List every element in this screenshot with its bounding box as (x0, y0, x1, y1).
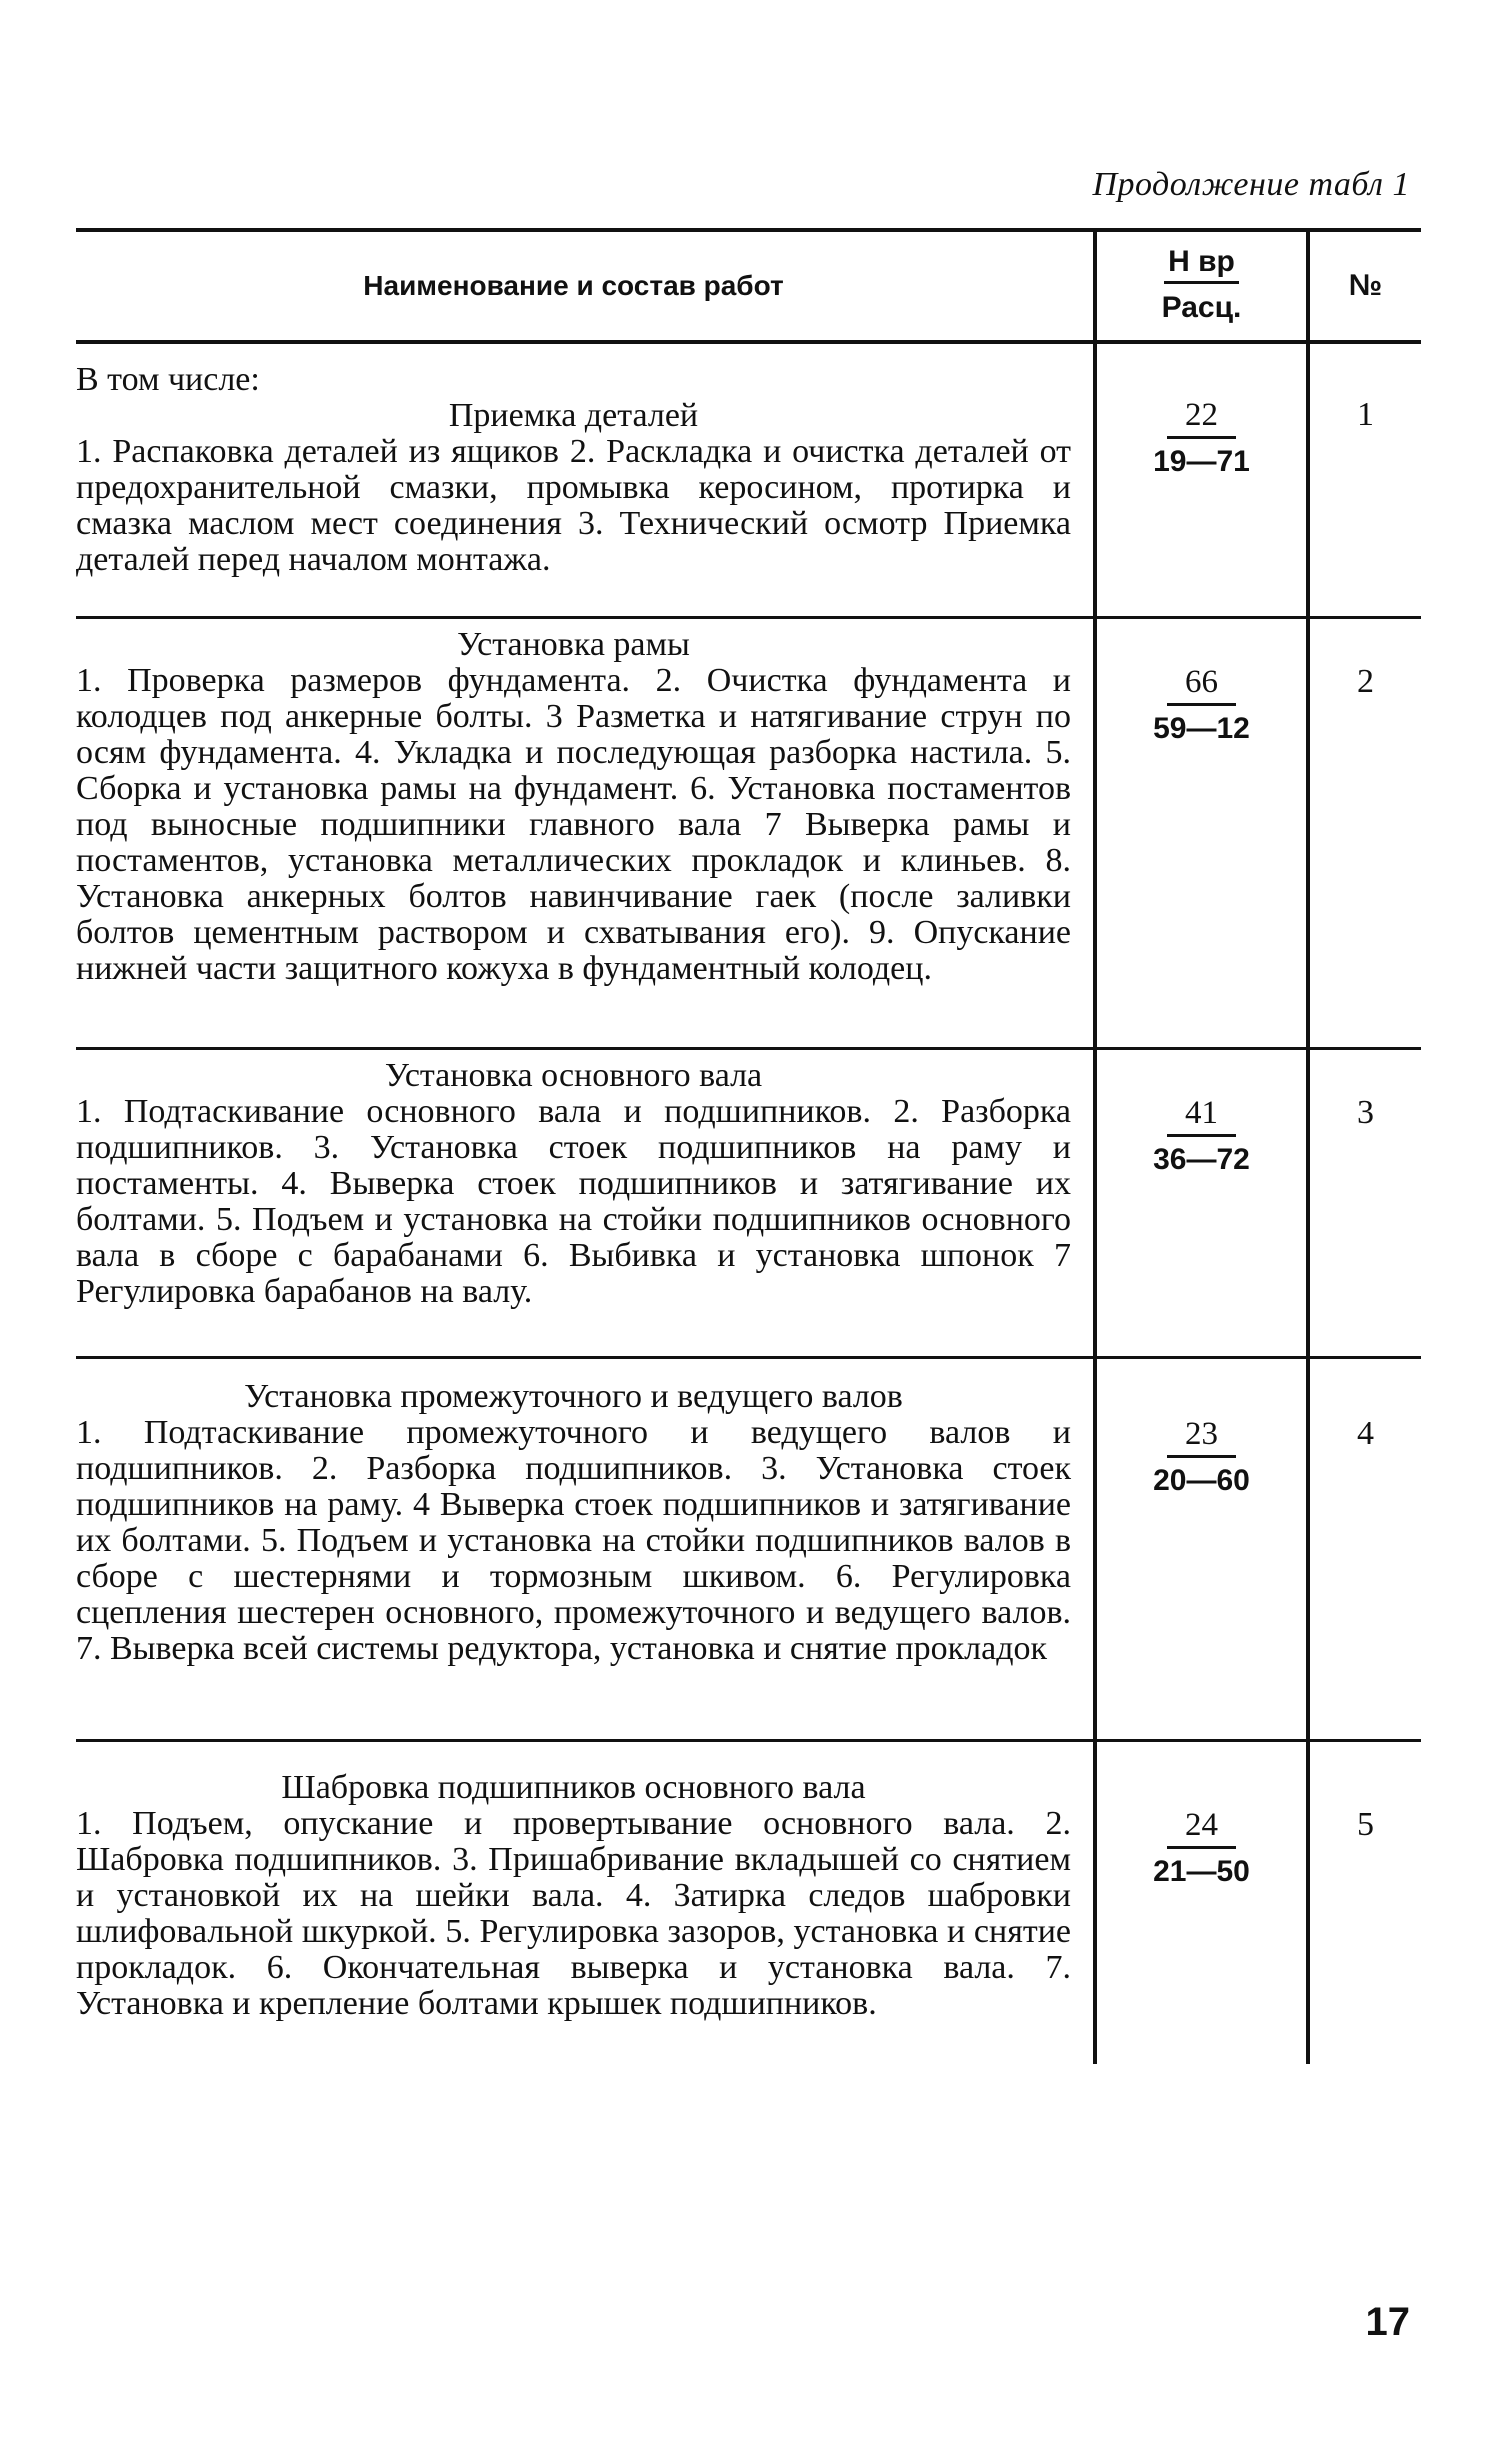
norm-fraction (1153, 1415, 1250, 1500)
row-number: 2 (1357, 663, 1374, 700)
norm-fraction (1153, 1094, 1250, 1179)
table-continuation-label: Продолжение табл 1 (1092, 166, 1410, 203)
norm-cell (1093, 1050, 1310, 1356)
time-norm: 22 (1167, 396, 1236, 439)
rate-value: 36—72 (1153, 1143, 1250, 1176)
row-number-cell (1310, 619, 1421, 1047)
row-number-cell (1310, 1359, 1421, 1739)
norm-cell (1093, 1359, 1310, 1739)
header-norm-top: Н вр (1164, 245, 1239, 284)
norm-fraction (1153, 396, 1250, 481)
time-norm: 23 (1167, 1415, 1236, 1458)
header-norm-column (1093, 232, 1310, 340)
section-intro: В том числе: (76, 361, 260, 398)
table-row (76, 1359, 1421, 1742)
work-norms-table (76, 228, 1421, 2064)
page-number: 17 (1365, 2300, 1410, 2344)
table-row (76, 1050, 1421, 1359)
work-description (76, 1050, 1093, 1356)
section-text: 1. Подтаскивание промежуточного и ведущего валов и подшипников. 2. Разборка подшипников. 3. Установка стоек подшипников на раму. 4 Выверка стоек подшипников и затягивание их болтами. 5. Подъем и установка на стойки подшипников валов в сборе с шестернями и тормозным шкивом. 6. Регулировка сцепления шестерен основного, промежуточного и ведущего валов. 7. Выверка всей системы редуктора, установка и снятие прокладок (76, 1414, 1071, 1667)
rate-value: 21—50 (1153, 1855, 1250, 1888)
section-title: Установка промежуточного и ведущего валов (244, 1378, 903, 1415)
section-title: Приемка деталей (448, 397, 699, 434)
time-norm: 41 (1167, 1094, 1236, 1137)
section-title: Установка основного вала (384, 1057, 763, 1094)
norm-cell (1093, 619, 1310, 1047)
rate-value: 20—60 (1153, 1464, 1250, 1497)
row-number: 5 (1357, 1806, 1374, 1843)
table-row (76, 1742, 1421, 2064)
work-description (76, 619, 1093, 1047)
row-number-cell (1310, 344, 1421, 616)
rate-value: 19—71 (1153, 445, 1250, 478)
section-title: Шабровка подшипников основного вала (281, 1769, 866, 1806)
header-norm-bottom: Расц. (1161, 290, 1242, 324)
table-row (76, 619, 1421, 1050)
norm-fraction (1153, 1806, 1250, 1891)
header-name-column: Наименование и состав работ (363, 270, 784, 301)
time-norm: 24 (1167, 1806, 1236, 1849)
time-norm: 66 (1167, 663, 1236, 706)
section-title: Установка рамы (457, 626, 690, 663)
work-description (76, 1742, 1093, 2064)
work-description (76, 1359, 1093, 1739)
row-number: 3 (1357, 1094, 1374, 1131)
row-number-cell (1310, 1742, 1421, 2064)
norm-cell (1093, 344, 1310, 616)
norm-fraction (1153, 663, 1250, 748)
table-row (76, 344, 1421, 619)
row-number: 4 (1357, 1415, 1374, 1452)
row-number-cell (1310, 1050, 1421, 1356)
header-number-column: № (1348, 269, 1383, 302)
section-text: 1. Подтаскивание основного вала и подшипников. 2. Разборка подшипников. 3. Установка стоек подшипников на раму и постаменты. 4. Выверка стоек подшипников и затягивание их болтами. 5. Подъем и установка на стойки подшипников основного вала в сборе с барабанами 6. Выбивка и установка шпонок 7 Регулировка барабанов на валу. (76, 1093, 1071, 1310)
rate-value: 59—12 (1153, 712, 1250, 745)
section-text: 1. Распаковка деталей из ящиков 2. Раскладка и очистка деталей от предохранительной смазки, промывка керосином, протирка и смазка маслом мест соединения 3. Технический осмотр Приемка деталей перед началом монтажа. (76, 433, 1071, 578)
row-number: 1 (1357, 396, 1374, 433)
table-header (76, 228, 1421, 344)
work-description (76, 344, 1093, 616)
section-text: 1. Проверка размеров фундамента. 2. Очистка фундамента и колодцев под анкерные болты. 3 Разметка и натягивание струн по осям фундамента. 4. Укладка и последующая разборка настила. 5. Сборка и установка рамы на фундамент. 6. Установка постаментов под выносные подшипники главного вала 7 Выверка рамы и постаментов, установка металлических прокладок и клиньев. 8. Установка анкерных болтов навинчивание гаек (после заливки болтов цементным раствором и схватывания его). 9. Опускание нижней части защитного кожуха в фундаментный колодец. (76, 662, 1071, 987)
section-text: 1. Подъем, опускание и провертывание основного вала. 2. Шабровка подшипников. 3. Пришабривание вкладышей со снятием и установкой их на шейки вала. 4. Затирка следов шабровки шлифовальной шкуркой. 5. Регулировка зазоров, установка и снятие прокладок. 6. Окончательная выверка и установка вала. 7. Установка и крепление болтами крышек подшипников. (76, 1805, 1071, 2022)
norm-cell (1093, 1742, 1310, 2064)
